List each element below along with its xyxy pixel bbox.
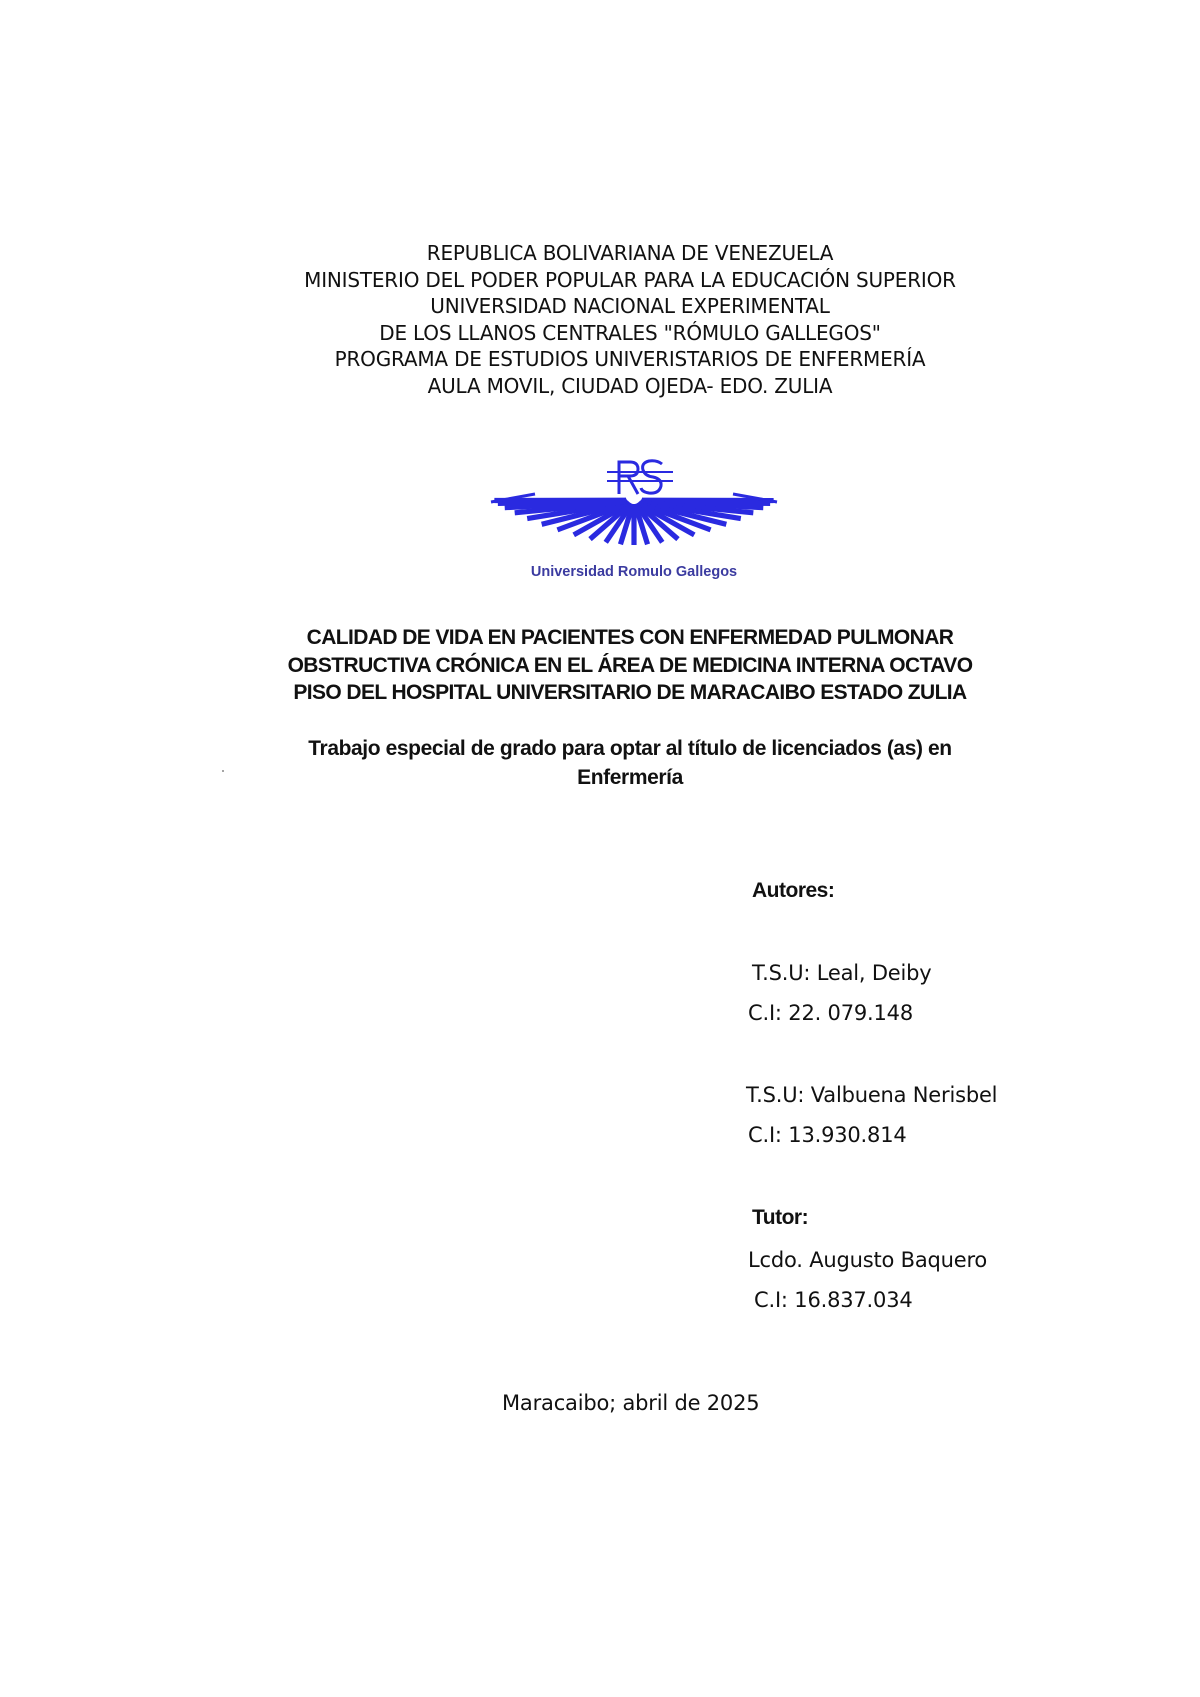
logo-rays <box>491 494 777 545</box>
title-line-1: CALIDAD DE VIDA EN PACIENTES CON ENFERMEDAD PULMONAR <box>306 626 954 649</box>
header-line-campus: AULA MOVIL, CIUDAD OJEDA- EDO. ZULIA <box>427 373 833 398</box>
header-line-country: REPUBLICA BOLIVARIANA DE VENEZUELA <box>426 241 834 265</box>
stray-dot <box>222 770 224 772</box>
subtitle-line-2: Enfermería <box>577 766 683 789</box>
header-line-program: PROGRAMA DE ESTUDIOS UNIVERISTARIOS DE ENFERMERÍA <box>334 347 926 371</box>
author-2-id: C.I: 13.930.814 <box>748 1123 907 1147</box>
title-line-2: OBSTRUCTIVA CRÓNICA EN EL ÁREA DE MEDICINA INTERNA OCTAVO <box>287 653 973 677</box>
subtitle-line-1: Trabajo especial de grado para optar al título de licenciados (as) en <box>308 737 952 760</box>
place-date: Maracaibo; abril de 2025 <box>502 1391 760 1415</box>
header-line-university: UNIVERSIDAD NACIONAL EXPERIMENTAL <box>430 294 830 318</box>
authors-heading: Autores: <box>752 879 835 902</box>
author-2-name: T.S.U: Valbuena Nerisbel <box>746 1083 998 1107</box>
title-line-3: PISO DEL HOSPITAL UNIVERSITARIO DE MARACAIBO ESTADO ZULIA <box>293 681 967 704</box>
thesis-subtitle <box>60 734 1200 792</box>
author-1-name: T.S.U: Leal, Deiby <box>752 961 932 985</box>
logo-monogram <box>607 461 673 494</box>
institution-header <box>0 240 1200 399</box>
logo-caption: Universidad Romulo Gallegos <box>530 564 738 580</box>
tutor-heading: Tutor: <box>752 1206 809 1229</box>
thesis-title <box>60 624 1200 707</box>
author-1-id: C.I: 22. 079.148 <box>748 1001 913 1025</box>
university-logo <box>487 448 781 583</box>
tutor-id: C.I: 16.837.034 <box>754 1288 913 1312</box>
header-line-ministry: MINISTERIO DEL PODER POPULAR PARA LA EDUCACIÓN SUPERIOR <box>304 267 956 292</box>
tutor-name: Lcdo. Augusto Baquero <box>748 1248 988 1272</box>
header-line-university-name: DE LOS LLANOS CENTRALES "RÓMULO GALLEGOS" <box>379 320 881 345</box>
